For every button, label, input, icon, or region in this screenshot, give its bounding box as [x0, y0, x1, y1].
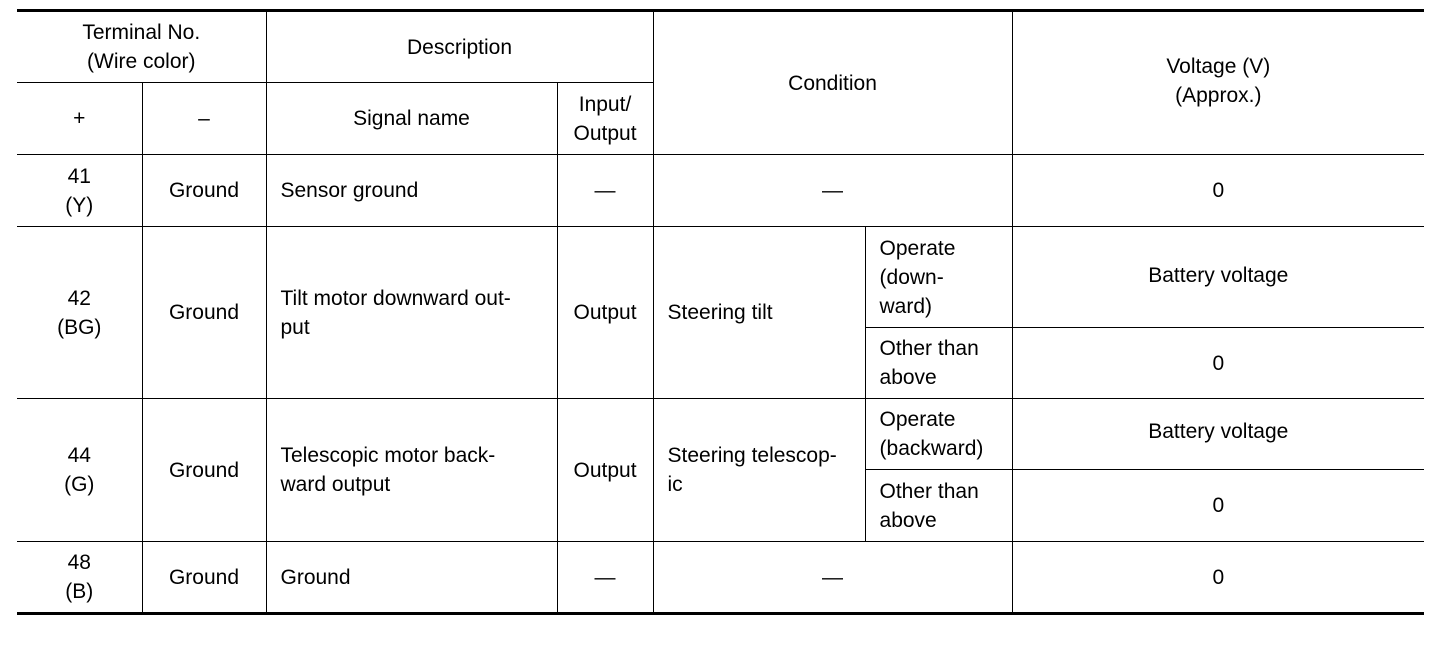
state-cell: Operate (down- ward) — [865, 227, 1012, 328]
voltage-cell: 0 — [1012, 328, 1424, 399]
voltage-cell: Battery voltage — [1012, 399, 1424, 470]
header-signal-name: Signal name — [266, 83, 557, 155]
terminal-cell: 42 (BG) — [17, 227, 142, 399]
minus-cell: Ground — [142, 542, 266, 614]
voltage-cell: 0 — [1012, 470, 1424, 542]
io-cell: — — [557, 155, 653, 227]
state-cell: Other than above — [865, 328, 1012, 399]
state-cell: Operate (backward) — [865, 399, 1012, 470]
terminal-cell: 48 (B) — [17, 542, 142, 614]
io-cell: Output — [557, 227, 653, 399]
io-cell: Output — [557, 399, 653, 542]
table-row — [17, 155, 1424, 227]
terminal-cell: 44 (G) — [17, 399, 142, 542]
header-plus: + — [17, 83, 142, 155]
header-minus: – — [142, 83, 266, 155]
minus-cell: Ground — [142, 399, 266, 542]
signal-cell: Ground — [266, 542, 557, 614]
condition-cell: Steering tilt — [653, 227, 865, 399]
condition-cell: — — [653, 542, 1012, 614]
signal-cell: Sensor ground — [266, 155, 557, 227]
io-cell: — — [557, 542, 653, 614]
minus-cell: Ground — [142, 155, 266, 227]
table-row — [17, 399, 1424, 470]
condition-cell: — — [653, 155, 1012, 227]
header-description: Description — [266, 11, 653, 83]
minus-cell: Ground — [142, 227, 266, 399]
header-input-output: Input/ Output — [557, 83, 653, 155]
header-terminal: Terminal No. (Wire color) — [17, 11, 266, 83]
voltage-cell: 0 — [1012, 542, 1424, 614]
terminal-cell: 41 (Y) — [17, 155, 142, 227]
header-voltage: Voltage (V) (Approx.) — [1012, 11, 1424, 155]
signal-cell: Tilt motor downward out- put — [266, 227, 557, 399]
state-cell: Other than above — [865, 470, 1012, 542]
condition-cell: Steering telescop- ic — [653, 399, 865, 542]
table-row — [17, 542, 1424, 614]
table-row — [17, 227, 1424, 328]
voltage-cell: Battery voltage — [1012, 227, 1424, 328]
header-condition: Condition — [653, 11, 1012, 155]
terminal-spec-table — [17, 9, 1424, 615]
signal-cell: Telescopic motor back- ward output — [266, 399, 557, 542]
voltage-cell: 0 — [1012, 155, 1424, 227]
header-row-1 — [17, 11, 1424, 83]
